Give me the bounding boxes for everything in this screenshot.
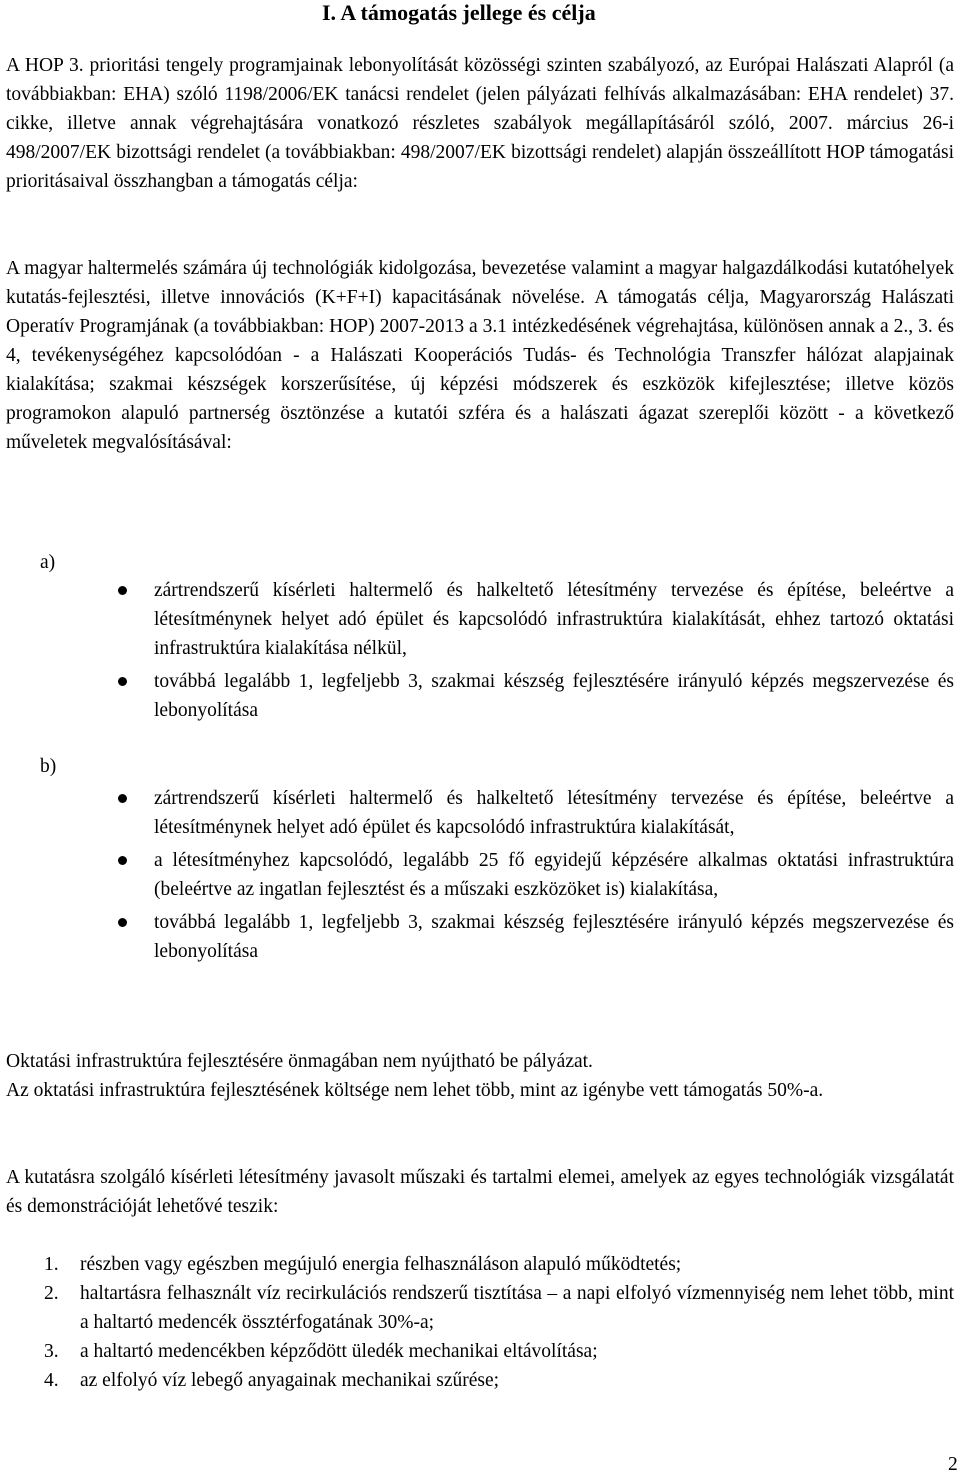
list-item: [112, 908, 954, 966]
item-number: 4.: [44, 1370, 59, 1391]
bullet-icon: [118, 794, 127, 803]
option-a-label: a): [40, 552, 56, 573]
note-education-infrastructure: Oktatási infrastruktúra fejlesztésére önmagában nem nyújtható be pályázat.: [6, 1051, 593, 1072]
option-b-list: [112, 784, 954, 970]
item-number: 3.: [44, 1341, 59, 1362]
bullet-icon: [118, 677, 127, 686]
list-item: [112, 667, 954, 725]
list-item: [112, 576, 954, 663]
numbered-item: [44, 1366, 954, 1395]
document-page: [6, 0, 958, 1476]
item-number: 1.: [44, 1254, 59, 1275]
research-intro-paragraph: A kutatásra szolgáló kísérleti létesítmény javasolt műszaki és tartalmi elemei, amelyek az egyes technológiák vizsgálatát és demonstrációját lehetővé teszik:: [6, 1167, 954, 1217]
goal-paragraph: A magyar haltermelés számára új technológiák kidolgozása, bevezetése valamint a magyar halgazdálkodási kutatóhelyek kutatás-fejlesztési, illetve innovációs (K+F+I) kapacitásának növelése. A támogatás célja, Magyarország Halászati Operatív Programjának (a továbbiakban: HOP) 2007-2013 a 3.1 intézkedésének végrehajtása, különösen annak a 2., 3. és 4, tevékenységéhez kapcsolódóan - a Halászati Kooperációs Tudás- és Technológia Transzfer hálózat alapjainak kialakítása; szakmai készségek korszerűsítése, új képzési módszerek és eszközök kifejlesztése; illetve közös programokon alapuló partnerség ösztönzése a kutatói szféra és a halászati ágazat szereplői között - a következő műveletek megvalósításával:: [6, 258, 954, 453]
page-number: 2: [948, 1454, 958, 1475]
numbered-item: [44, 1250, 954, 1279]
technical-elements-list: [44, 1250, 954, 1395]
list-item-text: továbbá legalább 1, legfeljebb 3, szakmai készség fejlesztésére irányuló képzés megszervezése és lebonyolítása: [154, 671, 954, 721]
item-text: a haltartó medencékben képződött üledék mechanikai eltávolítása;: [80, 1341, 598, 1362]
list-item: [112, 784, 954, 842]
numbered-item: [44, 1279, 954, 1337]
item-text: az elfolyó víz lebegő anyagainak mechanikai szűrése;: [80, 1370, 500, 1391]
list-item-text: zártrendszerű kísérleti haltermelő és halkeltető létesítmény tervezése és építése, beleértve a létesítménynek helyet adó épület és kapcsolódó infrastruktúra kialakítását,: [154, 788, 954, 838]
note-cost-limit: Az oktatási infrastruktúra fejlesztésének költsége nem lehet több, mint az igénybe vett támogatás 50%-a.: [6, 1080, 824, 1101]
list-item-text: a létesítményhez kapcsolódó, legalább 25 fő egyidejű képzésére alkalmas oktatási infrastruktúra (beleértve az ingatlan fejlesztést és a műszaki eszközöket is) kialakítása,: [154, 850, 954, 900]
section-heading: I. A támogatás jellege és célja: [322, 0, 596, 25]
list-item: [112, 846, 954, 904]
numbered-item: [44, 1337, 954, 1366]
bullet-icon: [118, 918, 127, 927]
option-a-list: [112, 576, 954, 729]
option-b-label: b): [40, 756, 57, 777]
item-number: 2.: [44, 1283, 59, 1304]
item-text: részben vagy egészben megújuló energia felhasználáson alapuló működtetés;: [80, 1254, 682, 1275]
item-text: haltartásra felhasznált víz recirkulációs rendszerű tisztítása – a napi elfolyó vízmennyiség nem lehet több, mint a haltartó medencék össztérfogatának 30%-a;: [80, 1283, 954, 1333]
list-item-text: zártrendszerű kísérleti haltermelő és halkeltető létesítmény tervezése és építése, beleértve a létesítménynek helyet adó épület és kapcsolódó infrastruktúra kialakítását, ehhez tartozó oktatási infrastruktúra kialakítása nélkül,: [154, 580, 954, 659]
list-item-text: továbbá legalább 1, legfeljebb 3, szakmai készség fejlesztésére irányuló képzés megszervezése és lebonyolítása: [154, 912, 954, 962]
bullet-icon: [118, 856, 127, 865]
bullet-icon: [118, 586, 127, 595]
intro-paragraph: A HOP 3. prioritási tengely programjainak lebonyolítását közösségi szinten szabályozó, az Európai Halászati Alapról (a továbbiakban: EHA) szóló 1198/2006/EK tanácsi rendelet (jelen pályázati felhívás alkalmazásában: EHA rendelet) 37. cikke, illetve annak végrehajtására vonatkozó részletes szabályok megállapításáról szóló, 2007. március 26-i 498/2007/EK bizottsági rendelet (a továbbiakban: 498/2007/EK bizottsági rendelet) alapján összeállított HOP támogatási prioritásaival összhangban a támogatás célja:: [6, 55, 954, 192]
